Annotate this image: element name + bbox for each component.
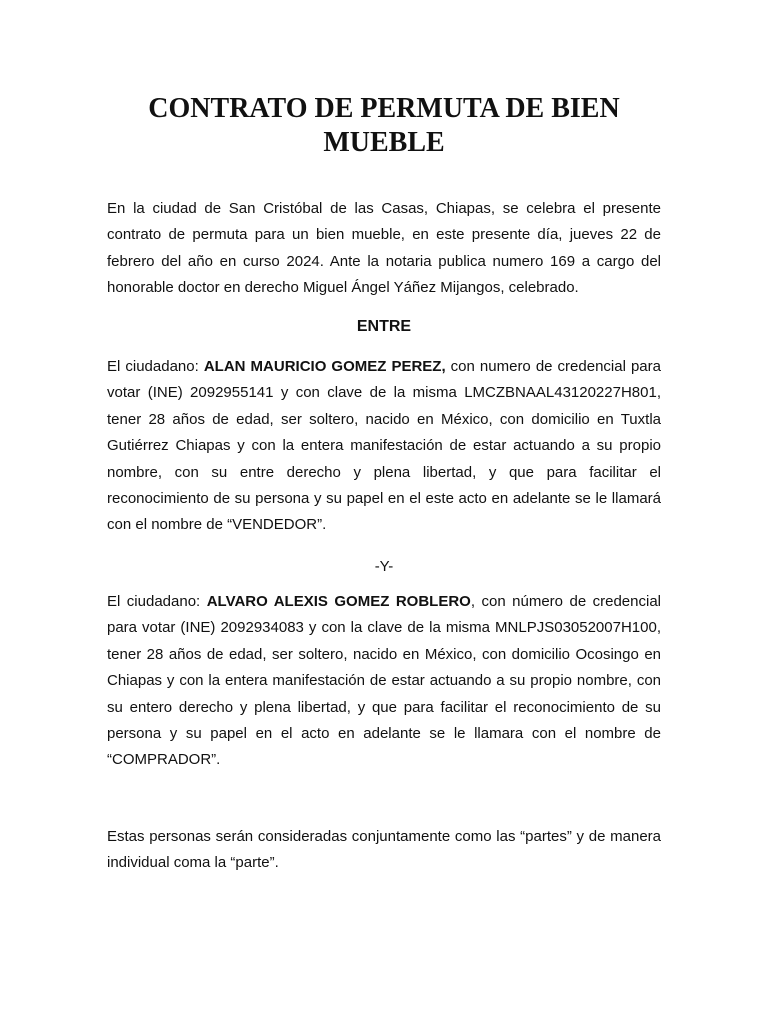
party2-name: ALVARO ALEXIS GOMEZ ROBLERO [206, 593, 471, 610]
party1-name: ALAN MAURICIO GOMEZ PEREZ, [203, 358, 446, 375]
party2-prefix: El ciudadano: [107, 593, 207, 610]
entre-heading: ENTRE [356, 318, 412, 335]
party2-paragraph [107, 589, 661, 774]
party2-text: , con número de credencial para votar (INE) 2092934083 y con la clave de la misma MNLPJS03052007H100, tener 28 años de edad, ser soltero, nacido en México, con domicilio Ocosingo en Chiapas y con la entera manifestación de estar actuando a su propio nombre, con su entero derecho y plena libertad, y que para facilitar el reconocimiento de su persona y su papel en el acto en adelante se le llamara con el nombre de “COMPRADOR”. [107, 593, 662, 769]
party1-prefix: El ciudadano: [107, 358, 204, 375]
party1-paragraph [107, 354, 661, 539]
intro-paragraph: En la ciudad de San Cristóbal de las Casas, Chiapas, se celebra el presente contrato de permuta para un bien mueble, en este presente día, jueves 22 de febrero del año en curso 2024. Ante la notaria publica numero 169 a cargo del honorable doctor en derecho Miguel Ángel Yáñez Mijangos, celebrado. [107, 200, 661, 297]
document-title [0, 92, 768, 160]
party1-text: con numero de credencial para votar (INE) 2092955141 y con clave de la misma LMCZBNAAL43120227H801, tener 28 años de edad, ser soltero, nacido en México, con domicilio en Tuxtla Gutiérrez Chiapas y con la entera manifestación de estar actuando a su propio nombre, con su entre derecho y plena libertad, y que para facilitar el reconocimiento de su persona y su papel en el este acto en adelante se le llamará con el nombre de “VENDEDOR”. [107, 358, 661, 534]
document-title-line2: MUEBLE [323, 127, 445, 158]
closing-paragraph: Estas personas serán consideradas conjuntamente como las “partes” y de manera individual coma la “parte”. [107, 828, 661, 872]
separator-y: -Y- [374, 558, 394, 575]
document-title-line1: CONTRATO DE PERMUTA DE BIEN [148, 93, 620, 124]
